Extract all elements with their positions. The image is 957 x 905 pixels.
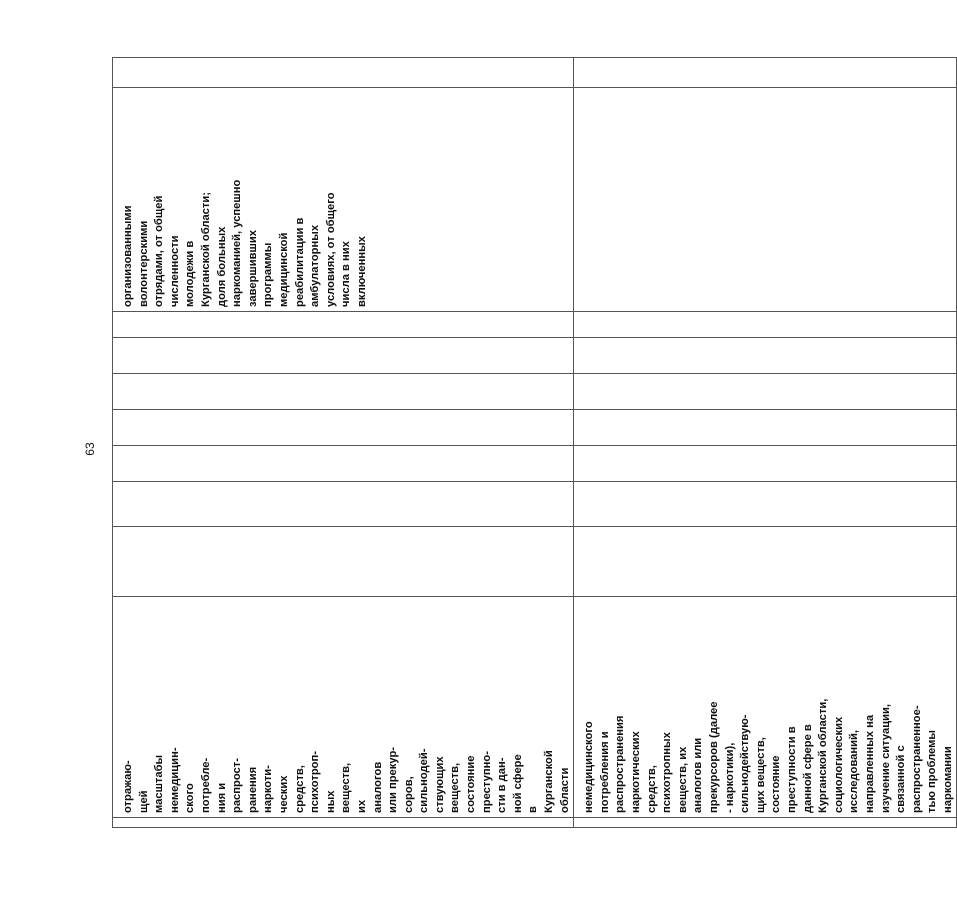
table-cell	[113, 374, 574, 410]
table	[112, 57, 957, 828]
rotated-table	[112, 58, 954, 828]
table-cell	[113, 597, 574, 818]
table-row	[113, 58, 574, 828]
table-cell	[574, 58, 957, 88]
table-cell	[113, 446, 574, 482]
table-cell	[574, 338, 957, 374]
table-cell	[574, 446, 957, 482]
table-cell	[574, 374, 957, 410]
table-cell	[113, 88, 574, 312]
table-cell	[113, 58, 574, 88]
table-cell	[113, 482, 574, 527]
table-cell	[113, 312, 574, 338]
page-number: 63	[83, 442, 97, 456]
table-row	[574, 58, 957, 828]
table-cell	[574, 312, 957, 338]
table-cell	[574, 597, 957, 818]
table-cell	[113, 338, 574, 374]
table-cell	[113, 818, 574, 828]
cell-text: организованными волонтерскими отрядами, от общей численности молодежи в Курганской области; доля больных наркоманией, успешно завершивших программы медицинской реабилитации в амбулаторных условиях, от общего числа в них включенных	[122, 179, 368, 307]
table-cell	[574, 818, 957, 828]
table-cell	[574, 482, 957, 527]
cell-text: немедицинского потребления и распространения наркотических средств, психотропных веществ, их аналогов или прекурсоров (далее - наркотики), сильнодействую- щих веществ, состояние преступности в данной сфере в Курганской области, социологических исследований, направленных на изучение ситуации, связанной с распространенное- тью проблемы наркомании	[583, 698, 954, 813]
table-cell	[113, 527, 574, 597]
table-cell	[113, 410, 574, 446]
cell-text: отражаю- щей масштабы немедицин- ского потребле- ния и распрост- ранения наркоти- ческих средств, психотроп- ных веществ, их аналогов или прекур- соров, сильнодей- ствующих веществ, состояние преступно- сти в дан- ной сфере в Курганской области	[122, 746, 571, 813]
table-cell	[574, 410, 957, 446]
table-cell	[574, 527, 957, 597]
table-cell	[574, 88, 957, 312]
